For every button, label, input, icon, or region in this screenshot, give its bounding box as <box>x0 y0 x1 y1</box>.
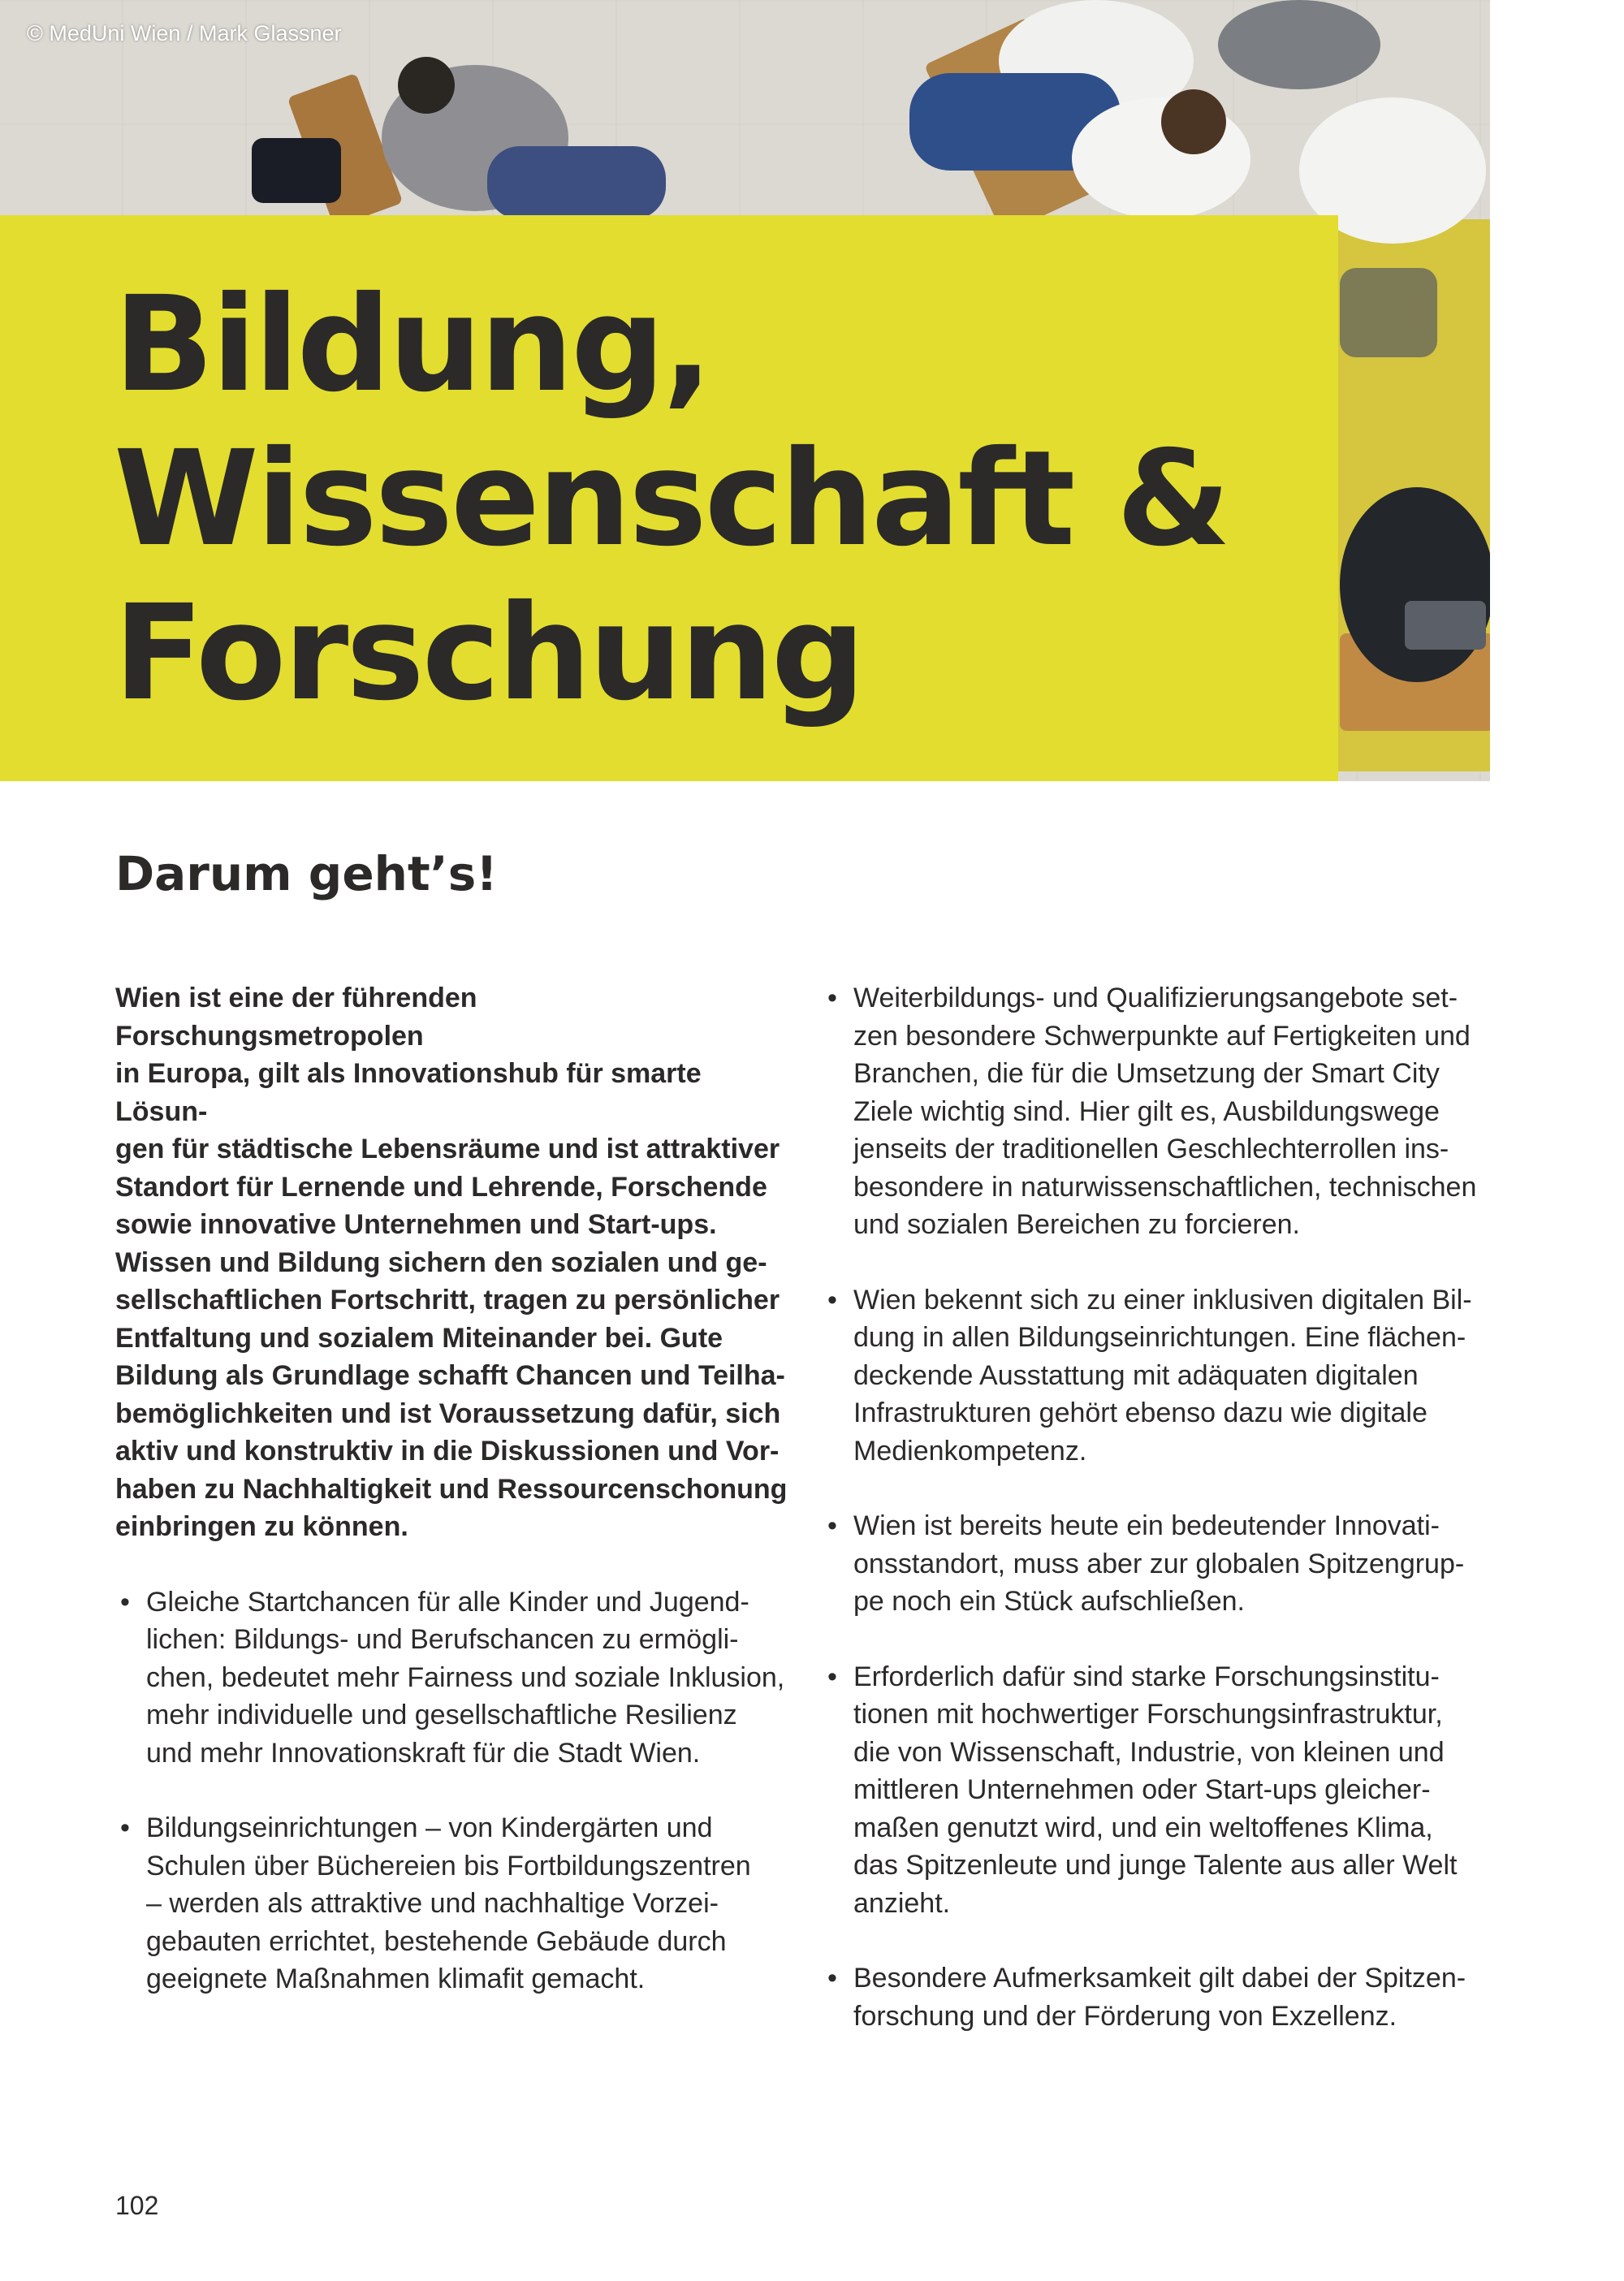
section-subheading: Darum geht’s! <box>115 846 498 901</box>
title-line: Bildung, <box>114 269 710 421</box>
list-item <box>115 1809 789 1998</box>
bullet-marker: • <box>827 983 837 1013</box>
list-item <box>823 979 1497 1244</box>
list-item <box>115 1583 789 1773</box>
list-item-text: Wien bekennt sich zu einer inklusiven digitalen Bil- dung in allen Bildungseinrichtungen. Eine flächen- deckende Ausstattung mit adäquaten digitalen Infrastrukturen gehört ebenso dazu wie digitale Medienkompetenz. <box>853 1284 1472 1467</box>
list-item <box>823 1658 1497 1923</box>
bullet-marker: • <box>827 1661 837 1692</box>
person-shape <box>1161 89 1226 154</box>
list-item <box>823 1507 1497 1621</box>
list-item-text: Wien ist bereits heute ein bedeutender Innovati- onsstandort, muss aber zur globalen Spitzengrup- pe noch ein Stück aufschließen. <box>853 1510 1465 1617</box>
left-bullet-list <box>115 1583 789 1998</box>
page-title <box>114 268 1229 731</box>
list-item-text: Gleiche Startchancen für alle Kinder und Jugend- lichen: Bildungs- und Berufschancen zu ermögli- chen, bedeutet mehr Fairness und soziale Inklusion, mehr individuelle und gesellschaftliche Resilienz und mehr Innovationskraft für die Stadt Wien. <box>146 1586 785 1769</box>
person-shape <box>1405 601 1486 650</box>
list-item-text: Bildungseinrichtungen – von Kindergärten und Schulen über Büchereien bis Fortbildungszentren – werden als attraktive und nachhaltige Vorzei- gebauten errichtet, bestehende Gebäude durch geeignete Maßnahmen klimafit gemacht. <box>146 1812 751 1994</box>
list-item <box>823 1959 1497 2035</box>
person-shape <box>252 138 341 203</box>
page-number: 102 <box>115 2191 159 2220</box>
person-shape <box>1218 0 1380 89</box>
list-item-text: Weiterbildungs- und Qualifizierungsangebote set- zen besondere Schwerpunkte auf Fertigkeiten und Branchen, die für die Umsetzung der Smart City Ziele wichtig sind. Hier gilt es, Ausbildungswege jenseits der traditionellen Geschlechterrollen ins- besondere in naturwissenschaftlichen, technischen und sozialen Bereichen zu forcieren. <box>853 983 1477 1240</box>
bullet-marker: • <box>120 1812 130 1843</box>
list-item-text: Erforderlich dafür sind starke Forschungsinstitu- tionen mit hochwertiger Forschungsinfrastruktur, die von Wissenschaft, Industrie, von kleinen und mittleren Unternehmen oder Start-ups gleicher- maßen genutzt wird, und ein weltoffenes Klima, das Spitzenleute und junge Talente aus aller Welt anzieht. <box>853 1661 1458 1919</box>
list-item <box>823 1281 1497 1471</box>
right-bullet-list <box>823 979 1497 2035</box>
title-line: Forschung <box>114 577 863 730</box>
photo-credit: © MedUni Wien / Mark Glassner <box>27 21 342 45</box>
bullet-marker: • <box>827 1963 837 1994</box>
title-line: Wissenschaft & <box>114 423 1229 576</box>
person-shape <box>487 146 666 219</box>
person-shape <box>398 57 455 114</box>
intro-paragraph: Wien ist eine der führenden Forschungsmetropolen in Europa, gilt als Innovationshub für smarte Lösun- gen für städtische Lebensräume und ist attraktiver Standort für Lernende und Lehrende, Forschende sowie innovative Unternehmen und Start-ups. Wissen und Bildung sichern den sozialen und ge- sellschaftlichen Fortschritt, tragen zu persönlicher Entfaltung und sozialem Miteinander bei. Gute Bildung als Grundlage schafft Chancen und Teilha- bemöglichkeiten und ist Voraussetzung dafür, sich aktiv und konstruktiv in die Diskussionen und Vor- haben zu Nachhaltigkeit und Ressourcenschonung einbringen zu können. <box>115 983 788 1542</box>
bullet-marker: • <box>120 1586 130 1618</box>
bullet-marker: • <box>827 1284 837 1315</box>
person-shape <box>1340 487 1490 682</box>
right-column <box>823 979 1497 2072</box>
list-item-text: Besondere Aufmerksamkeit gilt dabei der Spitzen- forschung und der Förderung von Exzellenz. <box>853 1963 1466 2032</box>
left-column <box>115 979 789 2036</box>
person-shape <box>1340 268 1437 357</box>
bullet-marker: • <box>827 1510 837 1541</box>
